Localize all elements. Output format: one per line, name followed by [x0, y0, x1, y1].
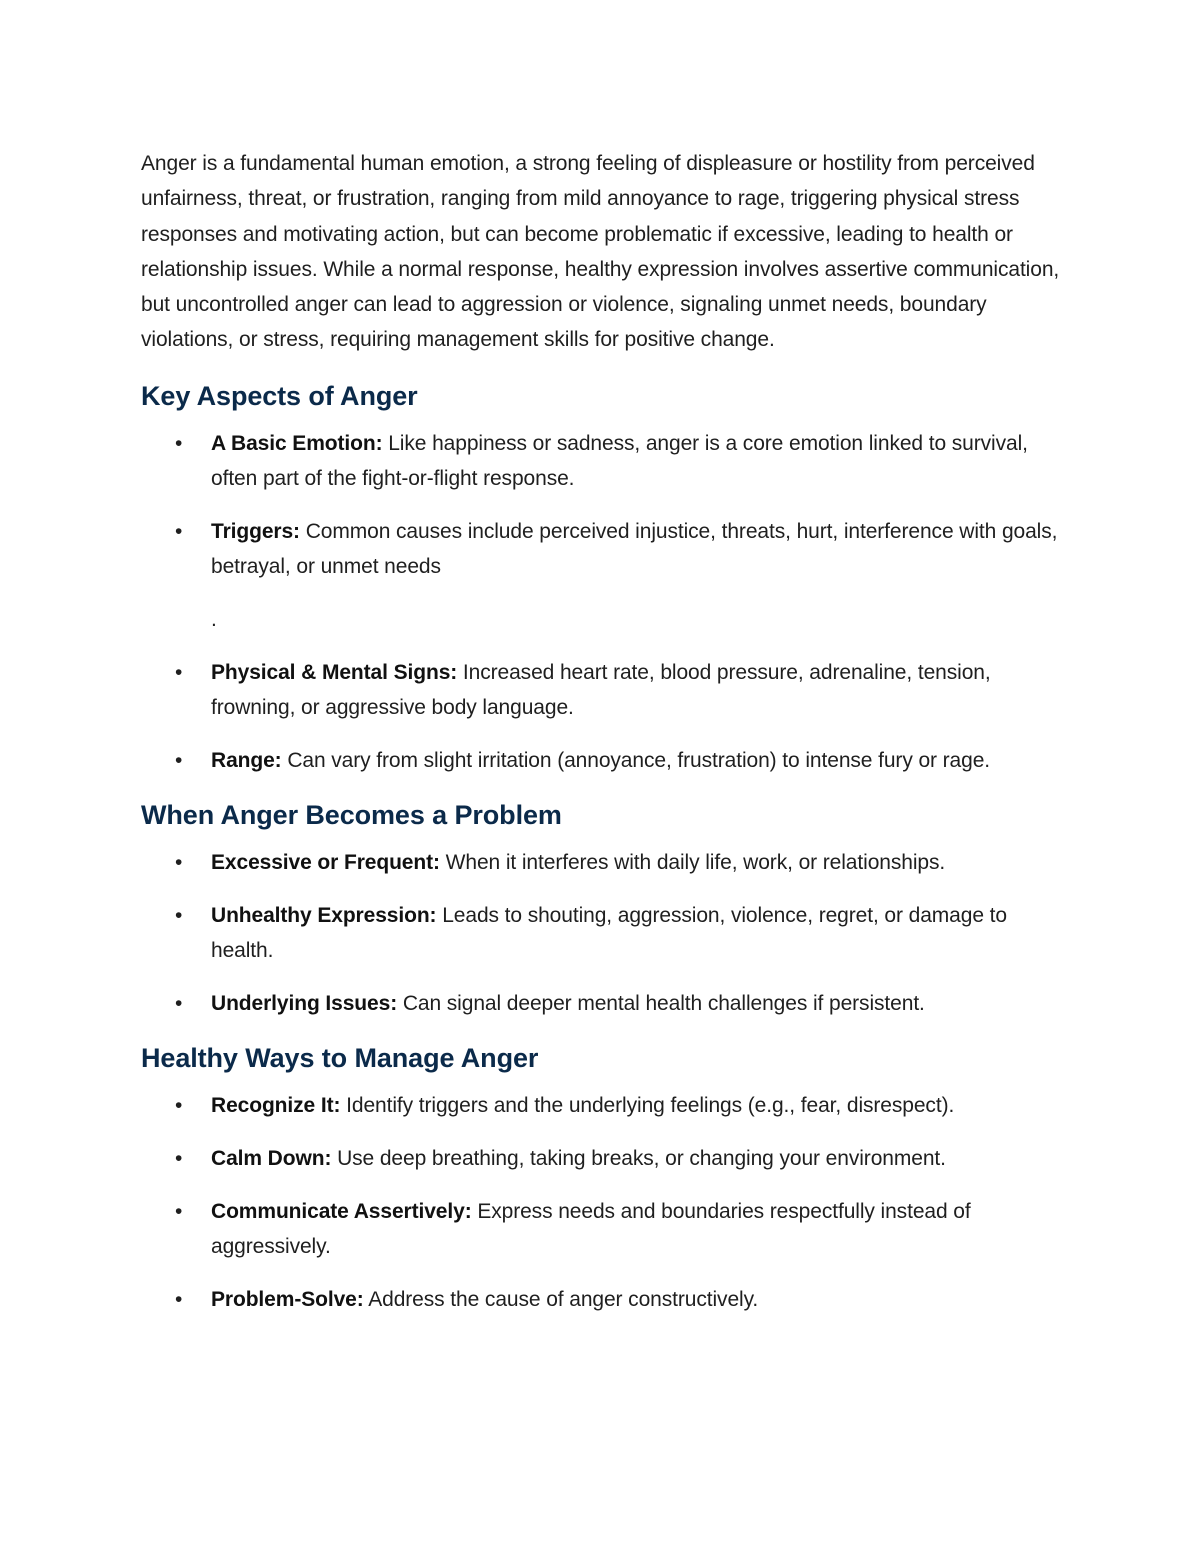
manage-list — [141, 1088, 1061, 1317]
item-term: Excessive or Frequent: — [211, 851, 440, 875]
item-term: Calm Down: — [211, 1147, 332, 1171]
bullet-icon: • — [175, 1199, 183, 1223]
list-item — [141, 1282, 1061, 1317]
item-term: Range: — [211, 748, 282, 772]
bullet-icon: • — [175, 1288, 183, 1312]
bullet-icon: • — [175, 1147, 183, 1171]
item-term: Triggers: — [211, 519, 300, 543]
bullet-icon: • — [175, 660, 183, 684]
item-text: Use deep breathing, taking breaks, or changing your environment. — [331, 1147, 946, 1171]
item-term: Unhealthy Expression: — [211, 903, 437, 927]
item-text: Identify triggers and the underlying feelings (e.g., fear, disrespect). — [340, 1094, 955, 1118]
item-term: Communicate Assertively: — [211, 1199, 472, 1223]
list-item — [141, 743, 1061, 778]
item-text: Address the cause of anger constructively. — [363, 1288, 759, 1312]
document-page — [141, 146, 1061, 1317]
problem-list — [141, 845, 1061, 1021]
list-item — [141, 1088, 1061, 1123]
list-item — [141, 1141, 1061, 1176]
item-text: Like happiness or sadness, anger is a core emotion linked to survival, often part of the fight-or-flight response. — [211, 431, 1028, 491]
section-heading-key-aspects: Key Aspects of Anger — [141, 380, 418, 411]
item-text: Can vary from slight irritation (annoyance, frustration) to intense fury or rage. — [281, 748, 991, 772]
item-term: Underlying Issues: — [211, 992, 398, 1016]
section-heading-manage: Healthy Ways to Manage Anger — [141, 1043, 539, 1074]
item-text: Can signal deeper mental health challenges if persistent. — [397, 992, 925, 1016]
bullet-icon: • — [175, 903, 183, 927]
section-heading-problem: When Anger Becomes a Problem — [141, 800, 562, 831]
item-text: Common causes include perceived injustice, threats, hurt, interference with goals, betrayal, or unmet needs — [211, 519, 1058, 579]
item-text: Express needs and boundaries respectfully instead of aggressively. — [211, 1199, 971, 1259]
item-term: Recognize It: — [211, 1094, 341, 1118]
list-item — [141, 655, 1061, 726]
list-item — [141, 898, 1061, 969]
list-item — [141, 426, 1061, 497]
list-item — [141, 1194, 1061, 1265]
item-term: Problem-Solve: — [211, 1288, 364, 1312]
list-item — [141, 986, 1061, 1021]
intro-paragraph: Anger is a fundamental human emotion, a strong feeling of displeasure or hostility from perceived unfairness, threat, or frustration, ranging from mild annoyance to rage, triggering physical stress responses and motivating action, but can become problematic if excessive, leading to health or relationship issues. While a normal response, healthy expression involves assertive communication, but uncontrolled anger can lead to aggression or violence, signaling unmet needs, boundary violations, or stress, requiring management skills for positive change. — [141, 152, 1060, 352]
bullet-icon: • — [175, 519, 183, 543]
item-trailing-period: . — [211, 607, 217, 631]
item-term: Physical & Mental Signs: — [211, 660, 458, 684]
bullet-icon: • — [175, 748, 183, 772]
item-term: A Basic Emotion: — [211, 431, 383, 455]
item-text: Leads to shouting, aggression, violence, regret, or damage to health. — [211, 903, 1007, 963]
item-text: When it interferes with daily life, work, or relationships. — [439, 851, 946, 875]
bullet-icon: • — [175, 431, 183, 455]
bullet-icon: • — [175, 992, 183, 1016]
bullet-icon: • — [175, 1094, 183, 1118]
bullet-icon: • — [175, 851, 183, 875]
key-aspects-list — [141, 426, 1061, 778]
list-item — [141, 845, 1061, 880]
item-text: Increased heart rate, blood pressure, adrenaline, tension, frowning, or aggressive body language. — [211, 660, 991, 720]
list-item — [141, 514, 1061, 637]
